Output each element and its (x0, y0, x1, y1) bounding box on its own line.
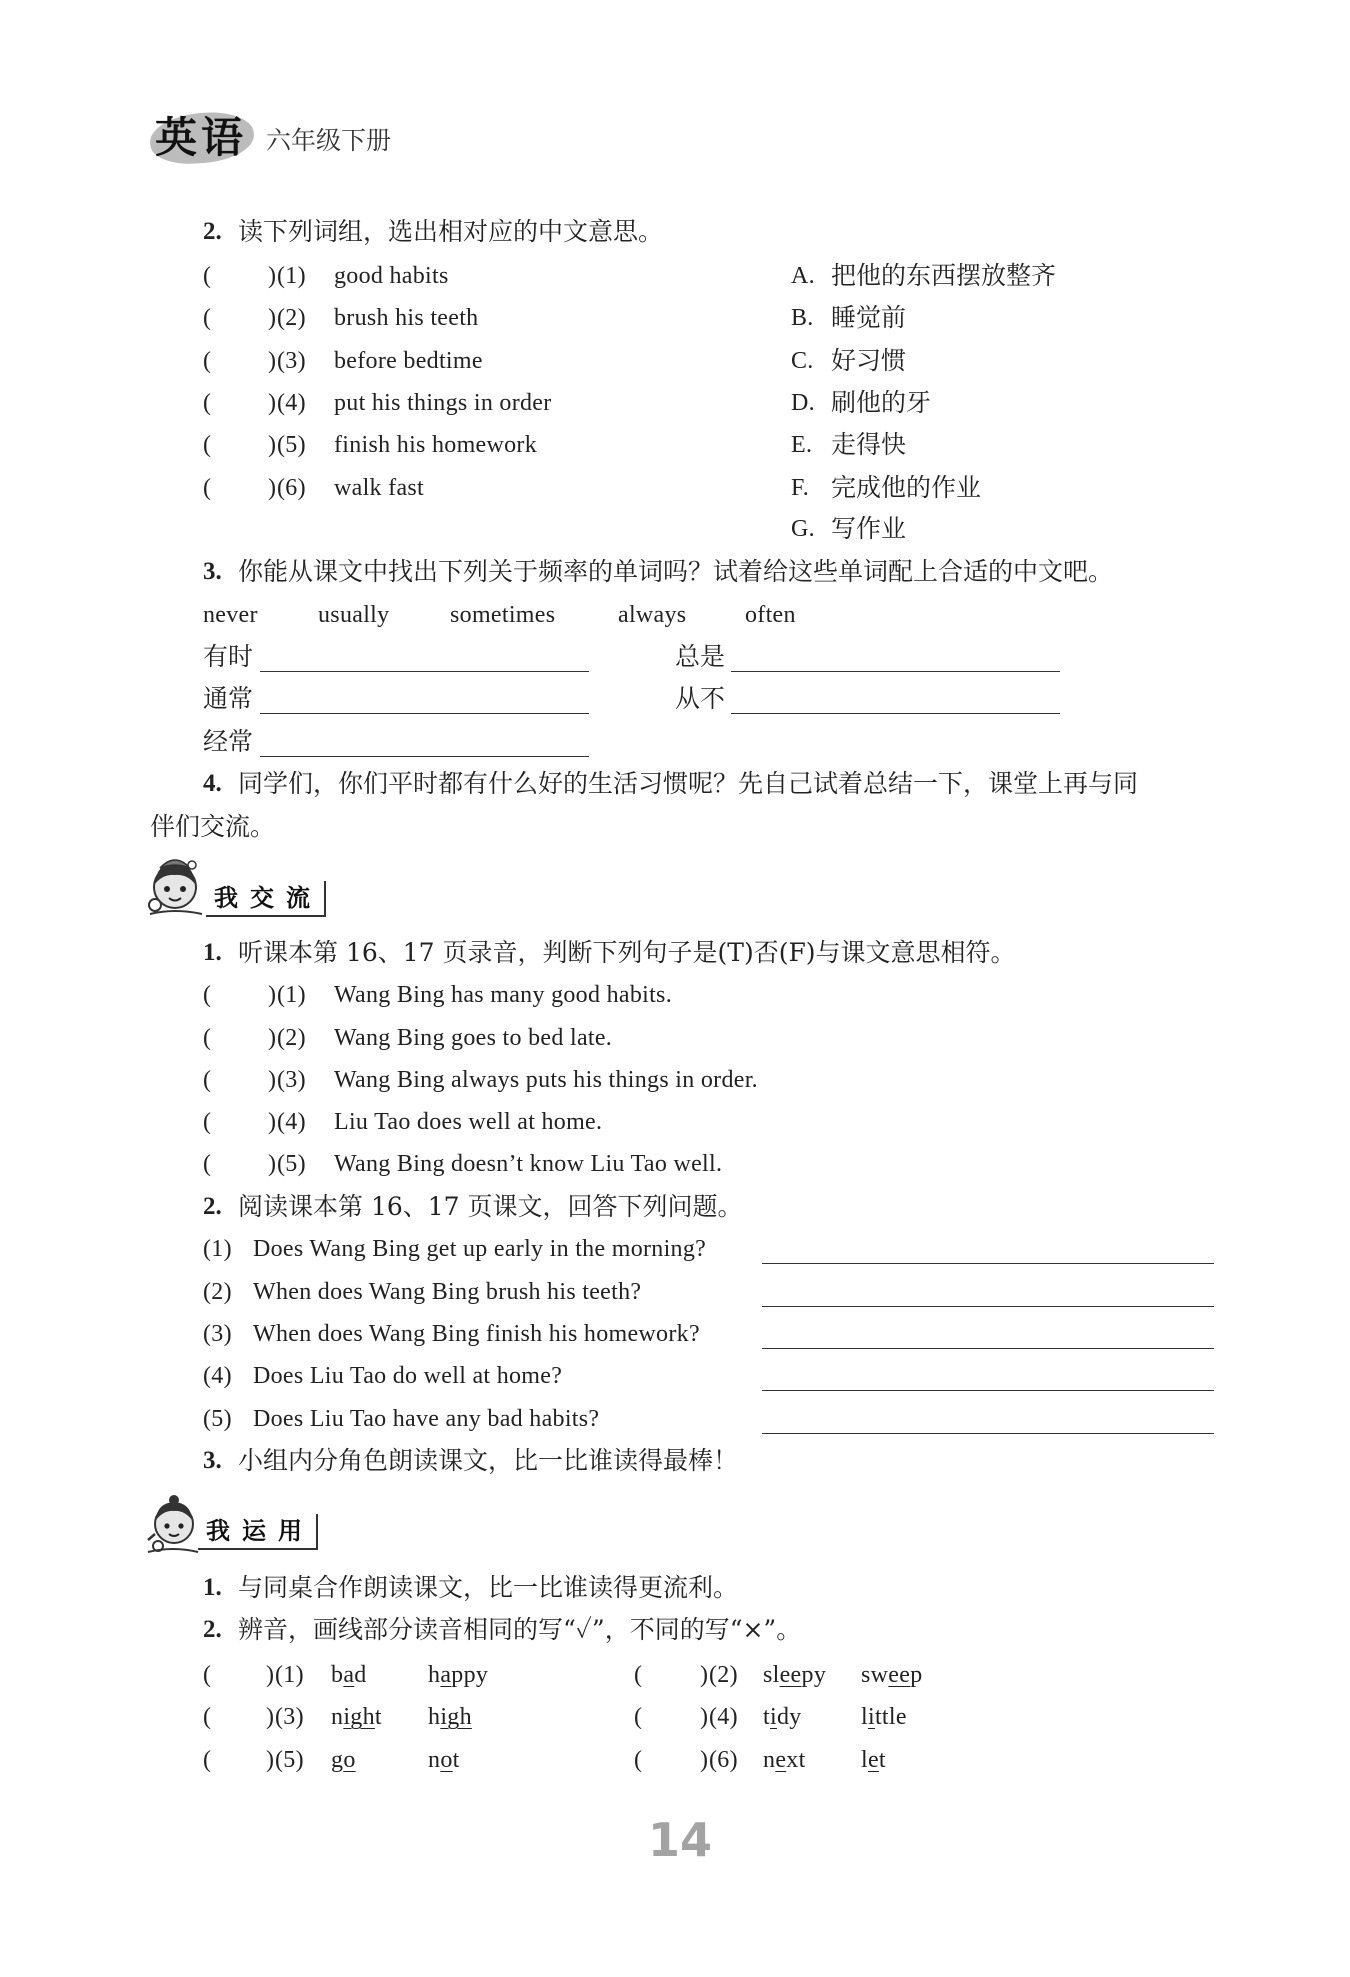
answer-paren-open: ( (203, 1704, 212, 1730)
word-bank-item: sometimes (450, 602, 556, 628)
question-text: Does Liu Tao have any bad habits? (253, 1406, 600, 1432)
answer-paren-close: ) (268, 1025, 277, 1051)
answer-line (260, 671, 589, 672)
phonics-word: sweep (861, 1662, 923, 1688)
question-prompt: 读下列词组，选出相对应的中文意思。 (238, 217, 664, 246)
phonics-word: high (428, 1704, 472, 1730)
answer-line (762, 1390, 1214, 1391)
answer-paren-close: ) (268, 263, 277, 289)
answer-line (731, 713, 1060, 714)
answer-line (731, 671, 1060, 672)
answer-paren-close: ) (700, 1747, 709, 1773)
answer-paren-close: ) (266, 1704, 275, 1730)
question-prompt: 与同桌合作朗读课文，比一比谁读得更流利。 (238, 1573, 739, 1602)
item-label: (4) (277, 390, 306, 416)
statement-text: Wang Bing always puts his things in order. (334, 1067, 758, 1093)
answer-paren-close: ) (268, 1067, 277, 1093)
answer-paren-close: ) (268, 1109, 277, 1135)
item-label: (1) (203, 1236, 232, 1262)
grade-label: 六年级下册 (266, 126, 392, 155)
fill-in-row (0, 683, 1350, 715)
statement-text: Wang Bing has many good habits. (334, 982, 672, 1008)
subject-title: 英语 (155, 113, 248, 162)
item-label: (3) (277, 1067, 306, 1093)
question-prompt: 听课本第 16、17 页录音，判断下列句子是(T)否(F)与课文意思相符。 (238, 938, 1016, 967)
option-text: 完成他的作业 (831, 473, 982, 502)
item-label: (6) (277, 475, 306, 501)
word-bank-item: never (203, 602, 258, 628)
question-number: 2. (203, 218, 222, 245)
answer-paren-open: ( (203, 982, 212, 1008)
phrase-text: finish his homework (334, 432, 538, 458)
short-answer-row (0, 1318, 1350, 1350)
answer-paren-open: ( (203, 263, 212, 289)
matching-row (0, 472, 1350, 504)
word-bank (0, 599, 1350, 631)
option-letter: B. (791, 305, 814, 331)
phonics-word: sleepy (763, 1662, 827, 1688)
answer-paren-close: ) (266, 1747, 275, 1773)
item-label: (5) (277, 1151, 306, 1177)
chinese-label: 经常 (203, 727, 254, 756)
answer-paren-close: ) (268, 390, 277, 416)
question-text: When does Wang Bing finish his homework? (253, 1321, 700, 1347)
question-prompt: 小组内分角色朗读课文，比一比谁读得最棒！ (238, 1446, 739, 1475)
question-heading (0, 1191, 1350, 1223)
matching-row (0, 302, 1350, 334)
true-false-row (0, 1148, 1350, 1180)
chinese-label: 从不 (675, 684, 726, 713)
option-letter: E. (791, 432, 813, 458)
short-answer-row (0, 1276, 1350, 1308)
word-bank-item: always (618, 602, 687, 628)
question-continuation (0, 811, 1350, 843)
matching-row (0, 260, 1350, 292)
item-label: (2) (203, 1279, 232, 1305)
answer-paren-close: ) (266, 1662, 275, 1688)
answer-paren-close: ) (268, 305, 277, 331)
item-label: (1) (275, 1662, 304, 1688)
question-prompt: 你能从课文中找出下列关于频率的单词吗？试着给这些单词配上合适的中文吧。 (238, 557, 1114, 586)
question-prompt-line-1: 同学们，你们平时都有什么好的生活习惯呢？先自己试着总结一下，课堂上再与同 (238, 769, 1139, 798)
chinese-label: 有时 (203, 642, 254, 671)
matching-row (0, 345, 1350, 377)
option-letter: G. (791, 516, 815, 542)
cartoon-kid-icon (146, 1494, 200, 1554)
phonics-word: next (763, 1747, 806, 1773)
question-heading (0, 1614, 1350, 1646)
option-letter: D. (791, 390, 815, 416)
option-text: 把他的东西摆放整齐 (831, 261, 1057, 290)
section-title-apply: 我运用 (198, 1514, 318, 1550)
answer-paren-close: ) (268, 348, 277, 374)
answer-line (762, 1263, 1214, 1264)
answer-paren-open: ( (203, 1067, 212, 1093)
phonics-word: tidy (763, 1704, 802, 1730)
word-bank-item: often (745, 602, 796, 628)
answer-paren-open: ( (203, 1747, 212, 1773)
question-heading (0, 768, 1350, 800)
phrase-text: brush his teeth (334, 305, 479, 331)
phonics-word: bad (331, 1662, 367, 1688)
answer-paren-open: ( (203, 305, 212, 331)
phonics-row (0, 1744, 1350, 1776)
question-number: 1. (203, 1574, 222, 1601)
section-title-exchange: 我交流 (206, 881, 326, 917)
answer-line (762, 1348, 1214, 1349)
question-heading (0, 1572, 1350, 1604)
option-text: 好习惯 (831, 346, 907, 375)
chinese-label: 总是 (675, 642, 726, 671)
item-label: (3) (275, 1704, 304, 1730)
short-answer-row (0, 1403, 1350, 1435)
question-prompt: 辨音，画线部分读音相同的写“✓”，不同的写“×”。 (238, 1615, 802, 1644)
question-heading (0, 937, 1350, 969)
phonics-row (0, 1701, 1350, 1733)
answer-paren-close: ) (268, 432, 277, 458)
phonics-word: not (428, 1747, 460, 1773)
answer-paren-close: ) (700, 1704, 709, 1730)
fill-in-row (0, 641, 1350, 673)
item-label: (2) (277, 305, 306, 331)
answer-paren-close: ) (700, 1662, 709, 1688)
option-text: 写作业 (831, 514, 907, 543)
matching-row (0, 513, 1350, 545)
phrase-text: put his things in order (334, 390, 552, 416)
item-label: (5) (203, 1406, 232, 1432)
item-label: (1) (277, 263, 306, 289)
short-answer-row (0, 1360, 1350, 1392)
phrase-text: walk fast (334, 475, 425, 501)
question-number: 1. (203, 939, 222, 966)
phonics-word: go (331, 1747, 356, 1773)
answer-paren-open: ( (634, 1704, 643, 1730)
phonics-word: happy (428, 1662, 489, 1688)
question-heading (0, 556, 1350, 588)
answer-paren-open: ( (634, 1662, 643, 1688)
answer-paren-open: ( (203, 348, 212, 374)
answer-paren-open: ( (203, 1109, 212, 1135)
answer-paren-open: ( (203, 1025, 212, 1051)
true-false-row (0, 1064, 1350, 1096)
option-text: 刷他的牙 (831, 388, 932, 417)
phrase-text: before bedtime (334, 348, 483, 374)
question-heading (0, 216, 1350, 248)
answer-paren-close: ) (268, 475, 277, 501)
page-number: 14 (647, 1813, 712, 1867)
question-number: 4. (203, 770, 222, 797)
answer-line (260, 756, 589, 757)
true-false-row (0, 979, 1350, 1011)
option-letter: C. (791, 348, 814, 374)
answer-line (762, 1433, 1214, 1434)
answer-paren-open: ( (203, 475, 212, 501)
item-label: (2) (277, 1025, 306, 1051)
answer-paren-open: ( (203, 1151, 212, 1177)
question-number: 2. (203, 1193, 222, 1220)
answer-paren-open: ( (634, 1747, 643, 1773)
statement-text: Wang Bing goes to bed late. (334, 1025, 613, 1051)
item-label: (4) (203, 1363, 232, 1389)
statement-text: Wang Bing doesn’t know Liu Tao well. (334, 1151, 723, 1177)
option-letter: A. (791, 263, 815, 289)
item-label: (5) (275, 1747, 304, 1773)
answer-paren-open: ( (203, 432, 212, 458)
true-false-row (0, 1106, 1350, 1138)
answer-paren-open: ( (203, 390, 212, 416)
item-label: (3) (277, 348, 306, 374)
option-text: 走得快 (831, 430, 907, 459)
cartoon-girl-icon (146, 856, 204, 916)
answer-paren-close: ) (268, 1151, 277, 1177)
answer-paren-open: ( (203, 1662, 212, 1688)
word-bank-item: usually (318, 602, 390, 628)
option-text: 睡觉前 (831, 303, 907, 332)
matching-row (0, 387, 1350, 419)
matching-row (0, 429, 1350, 461)
item-label: (1) (277, 982, 306, 1008)
question-number: 2. (203, 1616, 222, 1643)
question-text: When does Wang Bing brush his teeth? (253, 1279, 642, 1305)
statement-text: Liu Tao does well at home. (334, 1109, 603, 1135)
phrase-text: good habits (334, 263, 449, 289)
item-label: (5) (277, 432, 306, 458)
short-answer-row (0, 1233, 1350, 1265)
item-label: (6) (709, 1747, 738, 1773)
question-text: Does Liu Tao do well at home? (253, 1363, 563, 1389)
fill-in-row (0, 726, 1350, 758)
answer-paren-close: ) (268, 982, 277, 1008)
item-label: (4) (709, 1704, 738, 1730)
option-letter: F. (791, 475, 810, 501)
question-prompt: 阅读课本第 16、17 页课文，回答下列问题。 (238, 1192, 743, 1221)
item-label: (2) (709, 1662, 738, 1688)
answer-line (260, 713, 589, 714)
question-number: 3. (203, 1447, 222, 1474)
question-number: 3. (203, 558, 222, 585)
phonics-word: let (861, 1747, 886, 1773)
question-prompt-line-2: 伴们交流。 (150, 812, 276, 841)
item-label: (3) (203, 1321, 232, 1347)
phonics-word: night (331, 1704, 382, 1730)
answer-line (762, 1306, 1214, 1307)
true-false-row (0, 1022, 1350, 1054)
question-text: Does Wang Bing get up early in the morning? (253, 1236, 707, 1262)
phonics-row (0, 1659, 1350, 1691)
item-label: (4) (277, 1109, 306, 1135)
phonics-word: little (861, 1704, 907, 1730)
chinese-label: 通常 (203, 684, 254, 713)
question-heading (0, 1445, 1350, 1477)
